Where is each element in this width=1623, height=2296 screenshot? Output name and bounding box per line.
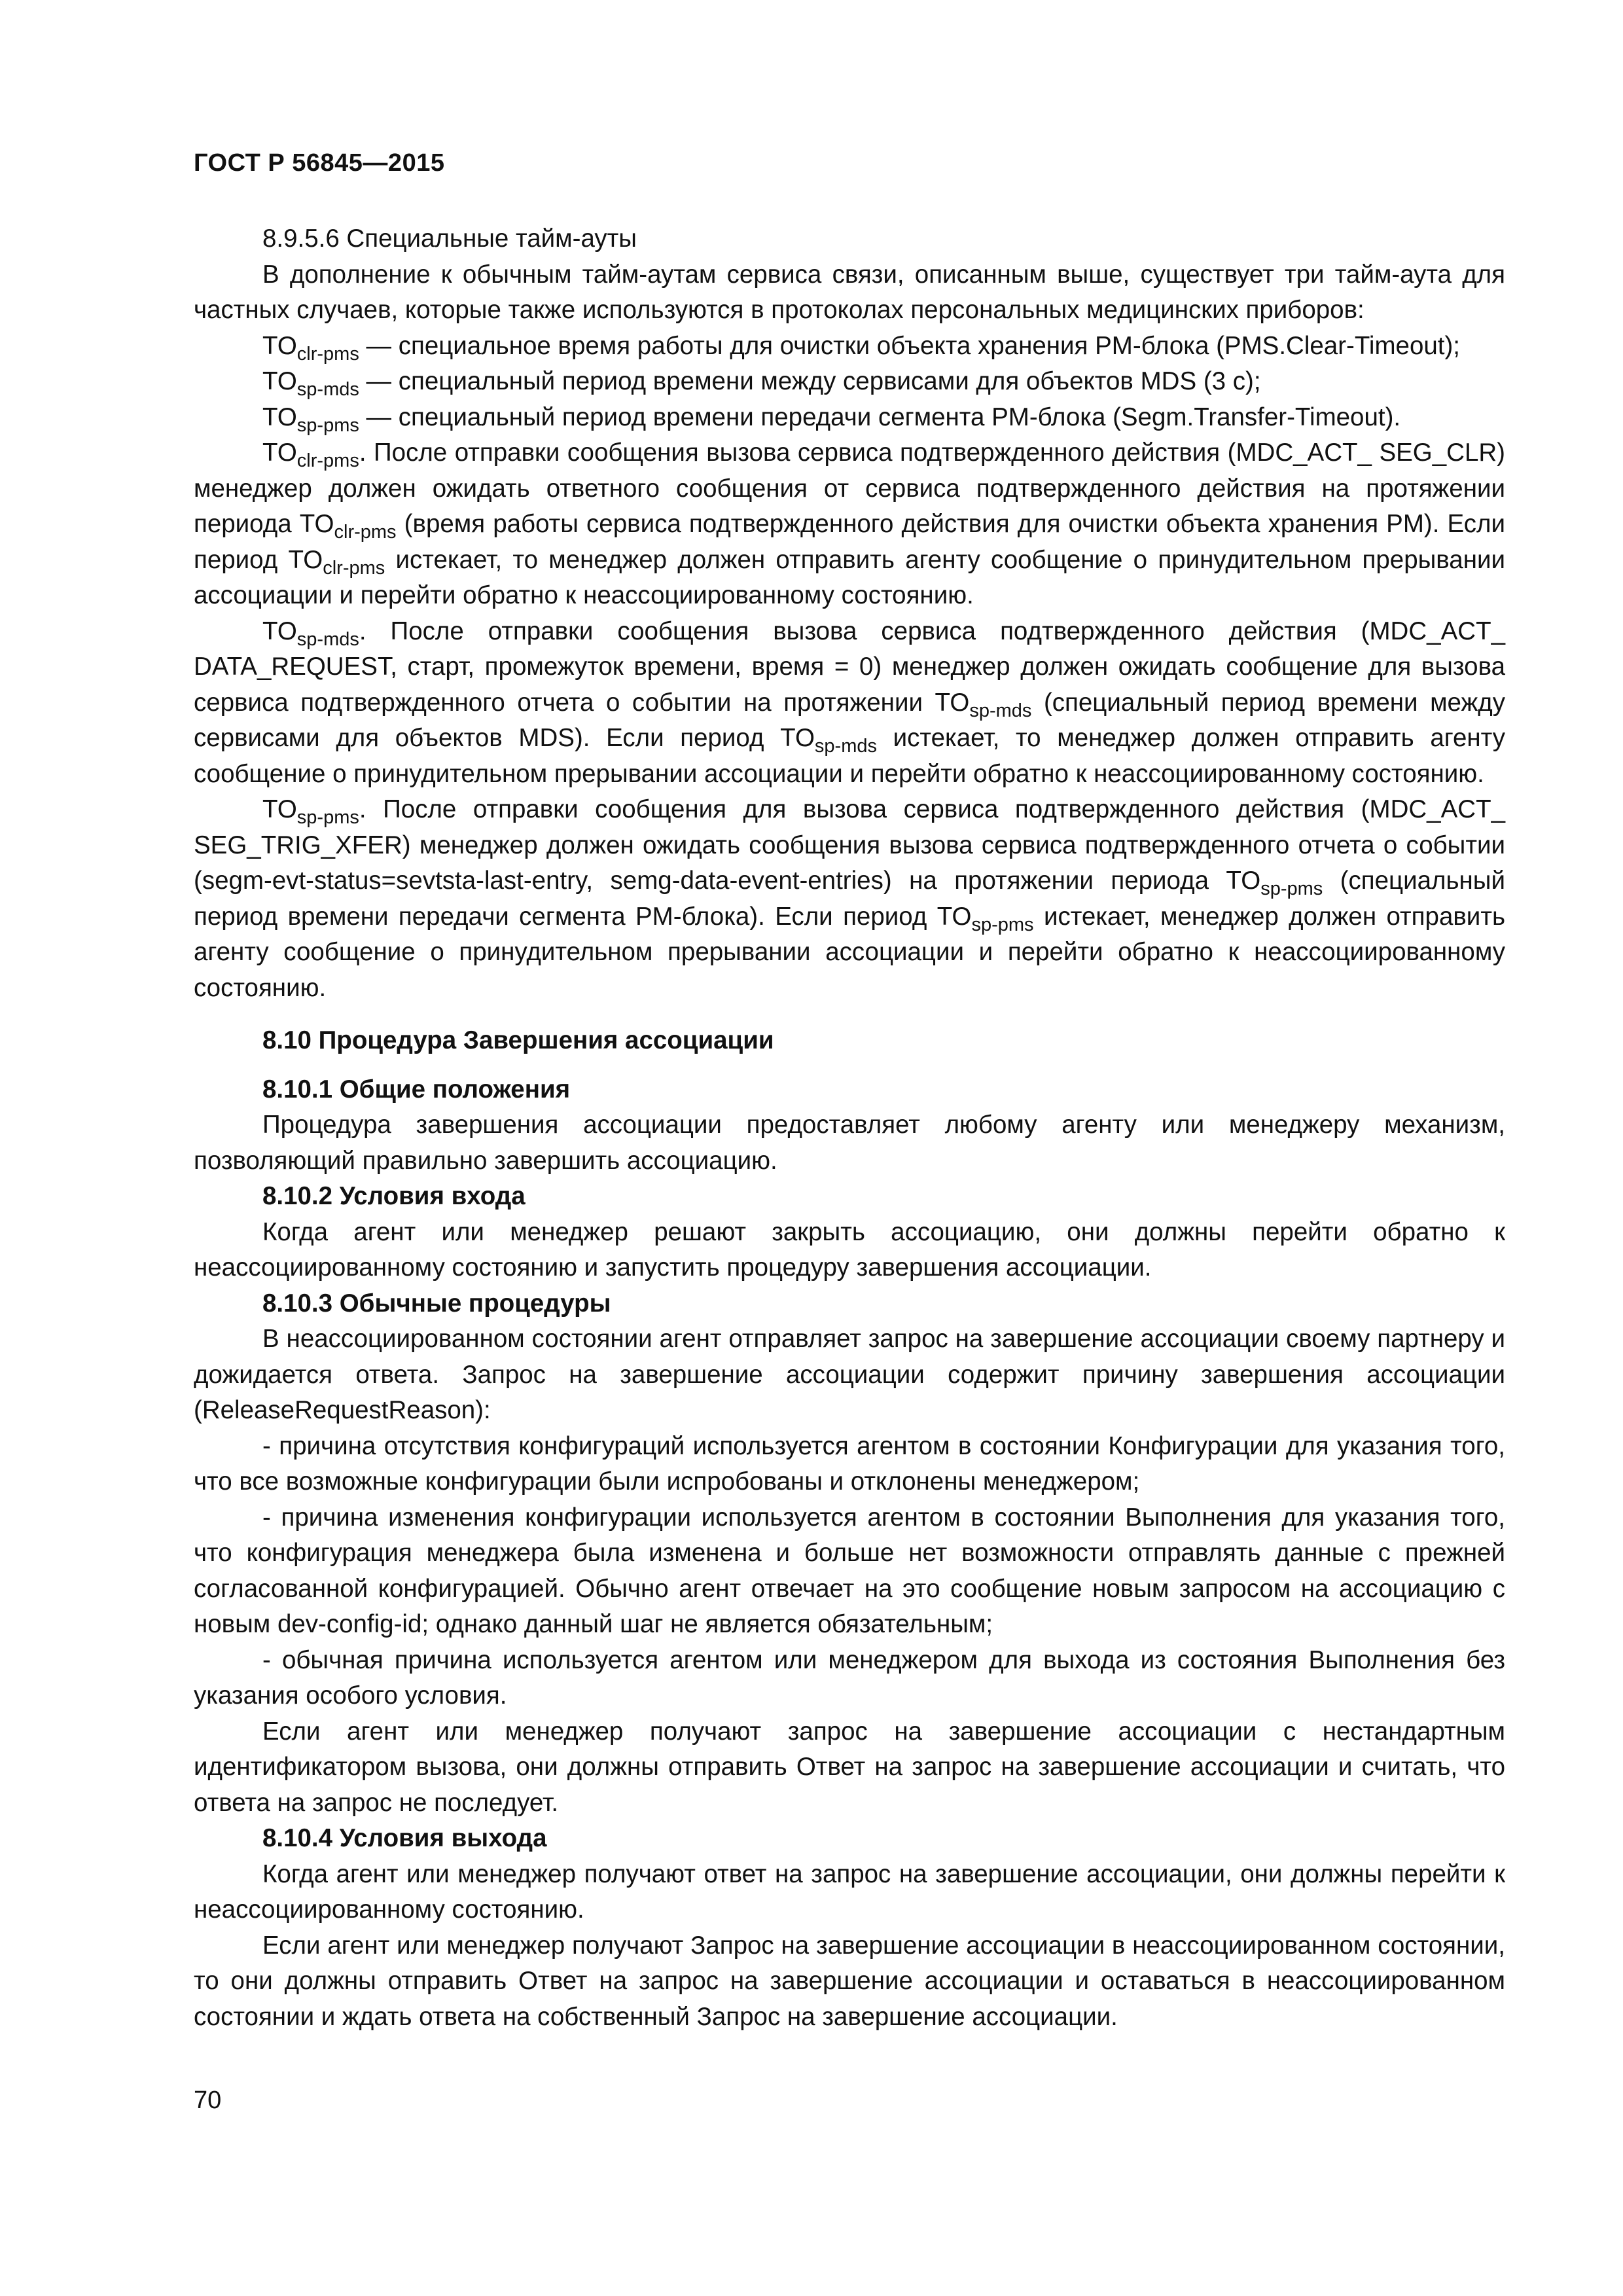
to-term: TO xyxy=(262,331,297,360)
to-term: TO xyxy=(1226,867,1261,895)
definition-text: — специальный период времени между сервисами для объектов MDS (3 с); xyxy=(359,367,1261,395)
section-8-10-4-title: 8.10.4 Условия выхода xyxy=(262,1824,547,1852)
to-term: TO xyxy=(780,724,815,752)
section-8-9-5-6-title: 8.9.5.6 Специальные тайм-ауты xyxy=(262,224,637,253)
section-8-10-1-title: 8.10.1 Общие положения xyxy=(262,1075,571,1103)
paragraph-text: (время работы сервиса подтвержденного действия для очистки объекта хранения PM). Если период xyxy=(194,510,1505,574)
to-subscript: clr-pms xyxy=(323,557,385,579)
to-term: TO xyxy=(299,510,334,538)
paragraph-text: (специальный период времени передачи сегмента PM-блока). Если период xyxy=(194,867,1505,931)
timeout-def-sp-mds xyxy=(194,364,1505,400)
page-number: 70 xyxy=(194,2087,222,2114)
list-item: - причина отсутствия конфигураций используется агентом в состоянии Конфигурации для указания того, что все возможные конфигурации были испробованы и отклонены менеджером; xyxy=(194,1431,1505,1496)
to-term: TO xyxy=(935,688,970,717)
to-subscript: sp-pms xyxy=(1260,878,1323,899)
to-subscript: sp-mds xyxy=(814,736,877,757)
to-term: TO xyxy=(262,439,297,467)
list-item: - причина изменения конфигурации используется агентом в состоянии Выполнения для указания того, что конфигурация менеджера была изменена и больше нет возможности отправлять данные с прежней согласованной конфигурацией. Обычно агент отвечает на это сообщение новым запросом на ассоциацию с новым dev-config-id; однако данный шаг не является обязательным; xyxy=(194,1503,1505,1638)
paragraph-text: истекает, то менеджер должен отправить агенту сообщение о принудительном прерывании ассоциации и перейти обратно к неассоциированному состоянию. xyxy=(194,724,1505,788)
document-body xyxy=(194,221,1505,2035)
to-term: TO xyxy=(262,617,297,645)
section-8-10-3-text: В неассоциированном состоянии агент отправляет запрос на завершение ассоциации своему партнеру и дожидается ответа. Запрос на завершение ассоциации содержит причину завершения ассоциации (ReleaseRequestReason): xyxy=(194,1325,1505,1424)
paragraph-text: . После отправки сообщения вызова сервиса подтвержденного действия (MDC_ACT_ SEG_CLR) менеджер должен ожидать ответного сообщения от сервиса подтвержденного действия на протяжении периода xyxy=(194,439,1505,538)
definition-text: — специальное время работы для очистки объекта хранения PM-блока (PMS.Clear-Timeout); xyxy=(359,331,1461,360)
section-8-10-title: 8.10 Процедура Завершения ассоциации xyxy=(262,1026,774,1054)
to-term: TO xyxy=(262,795,297,823)
to-term: TO xyxy=(262,403,297,431)
paragraph-text: . После отправки сообщения вызова сервиса подтвержденного действия (MDC_ACT_ DATA_REQUEST, старт, промежуток времени, время = 0) менеджер должен ожидать сообщение для вызова сервиса подтвержденного отчета о событии на протяжении xyxy=(194,617,1505,717)
paragraph-to-sp-mds xyxy=(194,614,1505,793)
to-subscript: sp-mds xyxy=(969,700,1032,721)
section-8-10-4-text: Если агент или менеджер получают Запрос на завершение ассоциации в неассоциированном состоянии, то они должны отправить Ответ на запрос на завершение ассоциации и оставаться в неассоциированном состоянии и ждать ответа на собственный Запрос на завершение ассоциации. xyxy=(194,1931,1505,2031)
paragraph-text: истекает, менеджер должен отправить агенту сообщение о принудительном прерывании ассоциации и перейти обратно к неассоциированному состоянию. xyxy=(194,902,1506,1002)
section-8-10-2-text: Когда агент или менеджер решают закрыть ассоциацию, они должны перейти обратно к неассоциированному состоянию и запустить процедуру завершения ассоциации. xyxy=(194,1217,1505,1282)
document-header: ГОСТ Р 56845—2015 xyxy=(194,149,445,177)
list-item: - обычная причина используется агентом или менеджером для выхода из состояния Выполнения без указания особого условия. xyxy=(194,1645,1505,1710)
timeout-def-sp-pms xyxy=(194,400,1505,436)
to-subscript: sp-mds xyxy=(296,379,359,400)
section-8-10-3-title: 8.10.3 Обычные процедуры xyxy=(262,1289,611,1318)
section-8-10-1-text: Процедура завершения ассоциации предоставляет любому агенту или менеджеру механизм, позволяющий правильно завершить ассоциацию. xyxy=(194,1111,1505,1175)
paragraph-text: (специальный период времени между сервисами для объектов MDS). Если период xyxy=(194,688,1505,752)
section-8-10-3-text: Если агент или менеджер получают запрос на завершение ассоциации с нестандартным идентификатором вызова, они должны отправить Ответ на запрос на завершение ассоциации и считать, что ответа на запрос не последует. xyxy=(194,1717,1505,1817)
paragraph-text: . После отправки сообщения для вызова сервиса подтвержденного действия (MDC_ACT_ SEG_TRIG_XFER) менеджер должен ожидать сообщения вызова сервиса подтвержденного отчета о событии (segm-evt-status=sevtsta-last-entry, semg-data-event-entries) на протяжении периода xyxy=(194,795,1505,895)
section-8-10-2-title: 8.10.2 Условия входа xyxy=(262,1182,526,1210)
section-8-10-4-text: Когда агент или менеджер получают ответ на запрос на завершение ассоциации, они должны перейти к неассоциированному состоянию. xyxy=(194,1859,1505,1924)
to-subscript: sp-pms xyxy=(971,914,1034,935)
definition-text: — специальный период времени передачи сегмента PM-блока (Segm.Transfer-Timeout). xyxy=(359,403,1401,431)
to-term: TO xyxy=(262,367,297,395)
section-8-9-5-6-intro: В дополнение к обычным тайм-аутам сервиса связи, описанным выше, существует три тайм-аута для частных случаев, которые также используются в протоколах персональных медицинских приборов: xyxy=(194,260,1505,324)
to-subscript: sp-pms xyxy=(296,807,359,828)
paragraph-to-sp-pms xyxy=(194,792,1505,1006)
to-subscript: sp-pms xyxy=(296,414,359,436)
to-term: TO xyxy=(288,545,323,574)
to-subscript: sp-mds xyxy=(296,628,359,650)
paragraph-text: истекает, то менеджер должен отправить агенту сообщение о принудительном прерывании ассоциации и перейти обратно к неассоциированному состоянию. xyxy=(194,545,1505,609)
to-subscript: clr-pms xyxy=(334,522,397,543)
to-term: TO xyxy=(936,902,972,931)
to-subscript: clr-pms xyxy=(296,343,359,365)
paragraph-to-clr-pms xyxy=(194,435,1505,614)
timeout-def-clr-pms xyxy=(194,329,1505,365)
to-subscript: clr-pms xyxy=(296,450,359,471)
